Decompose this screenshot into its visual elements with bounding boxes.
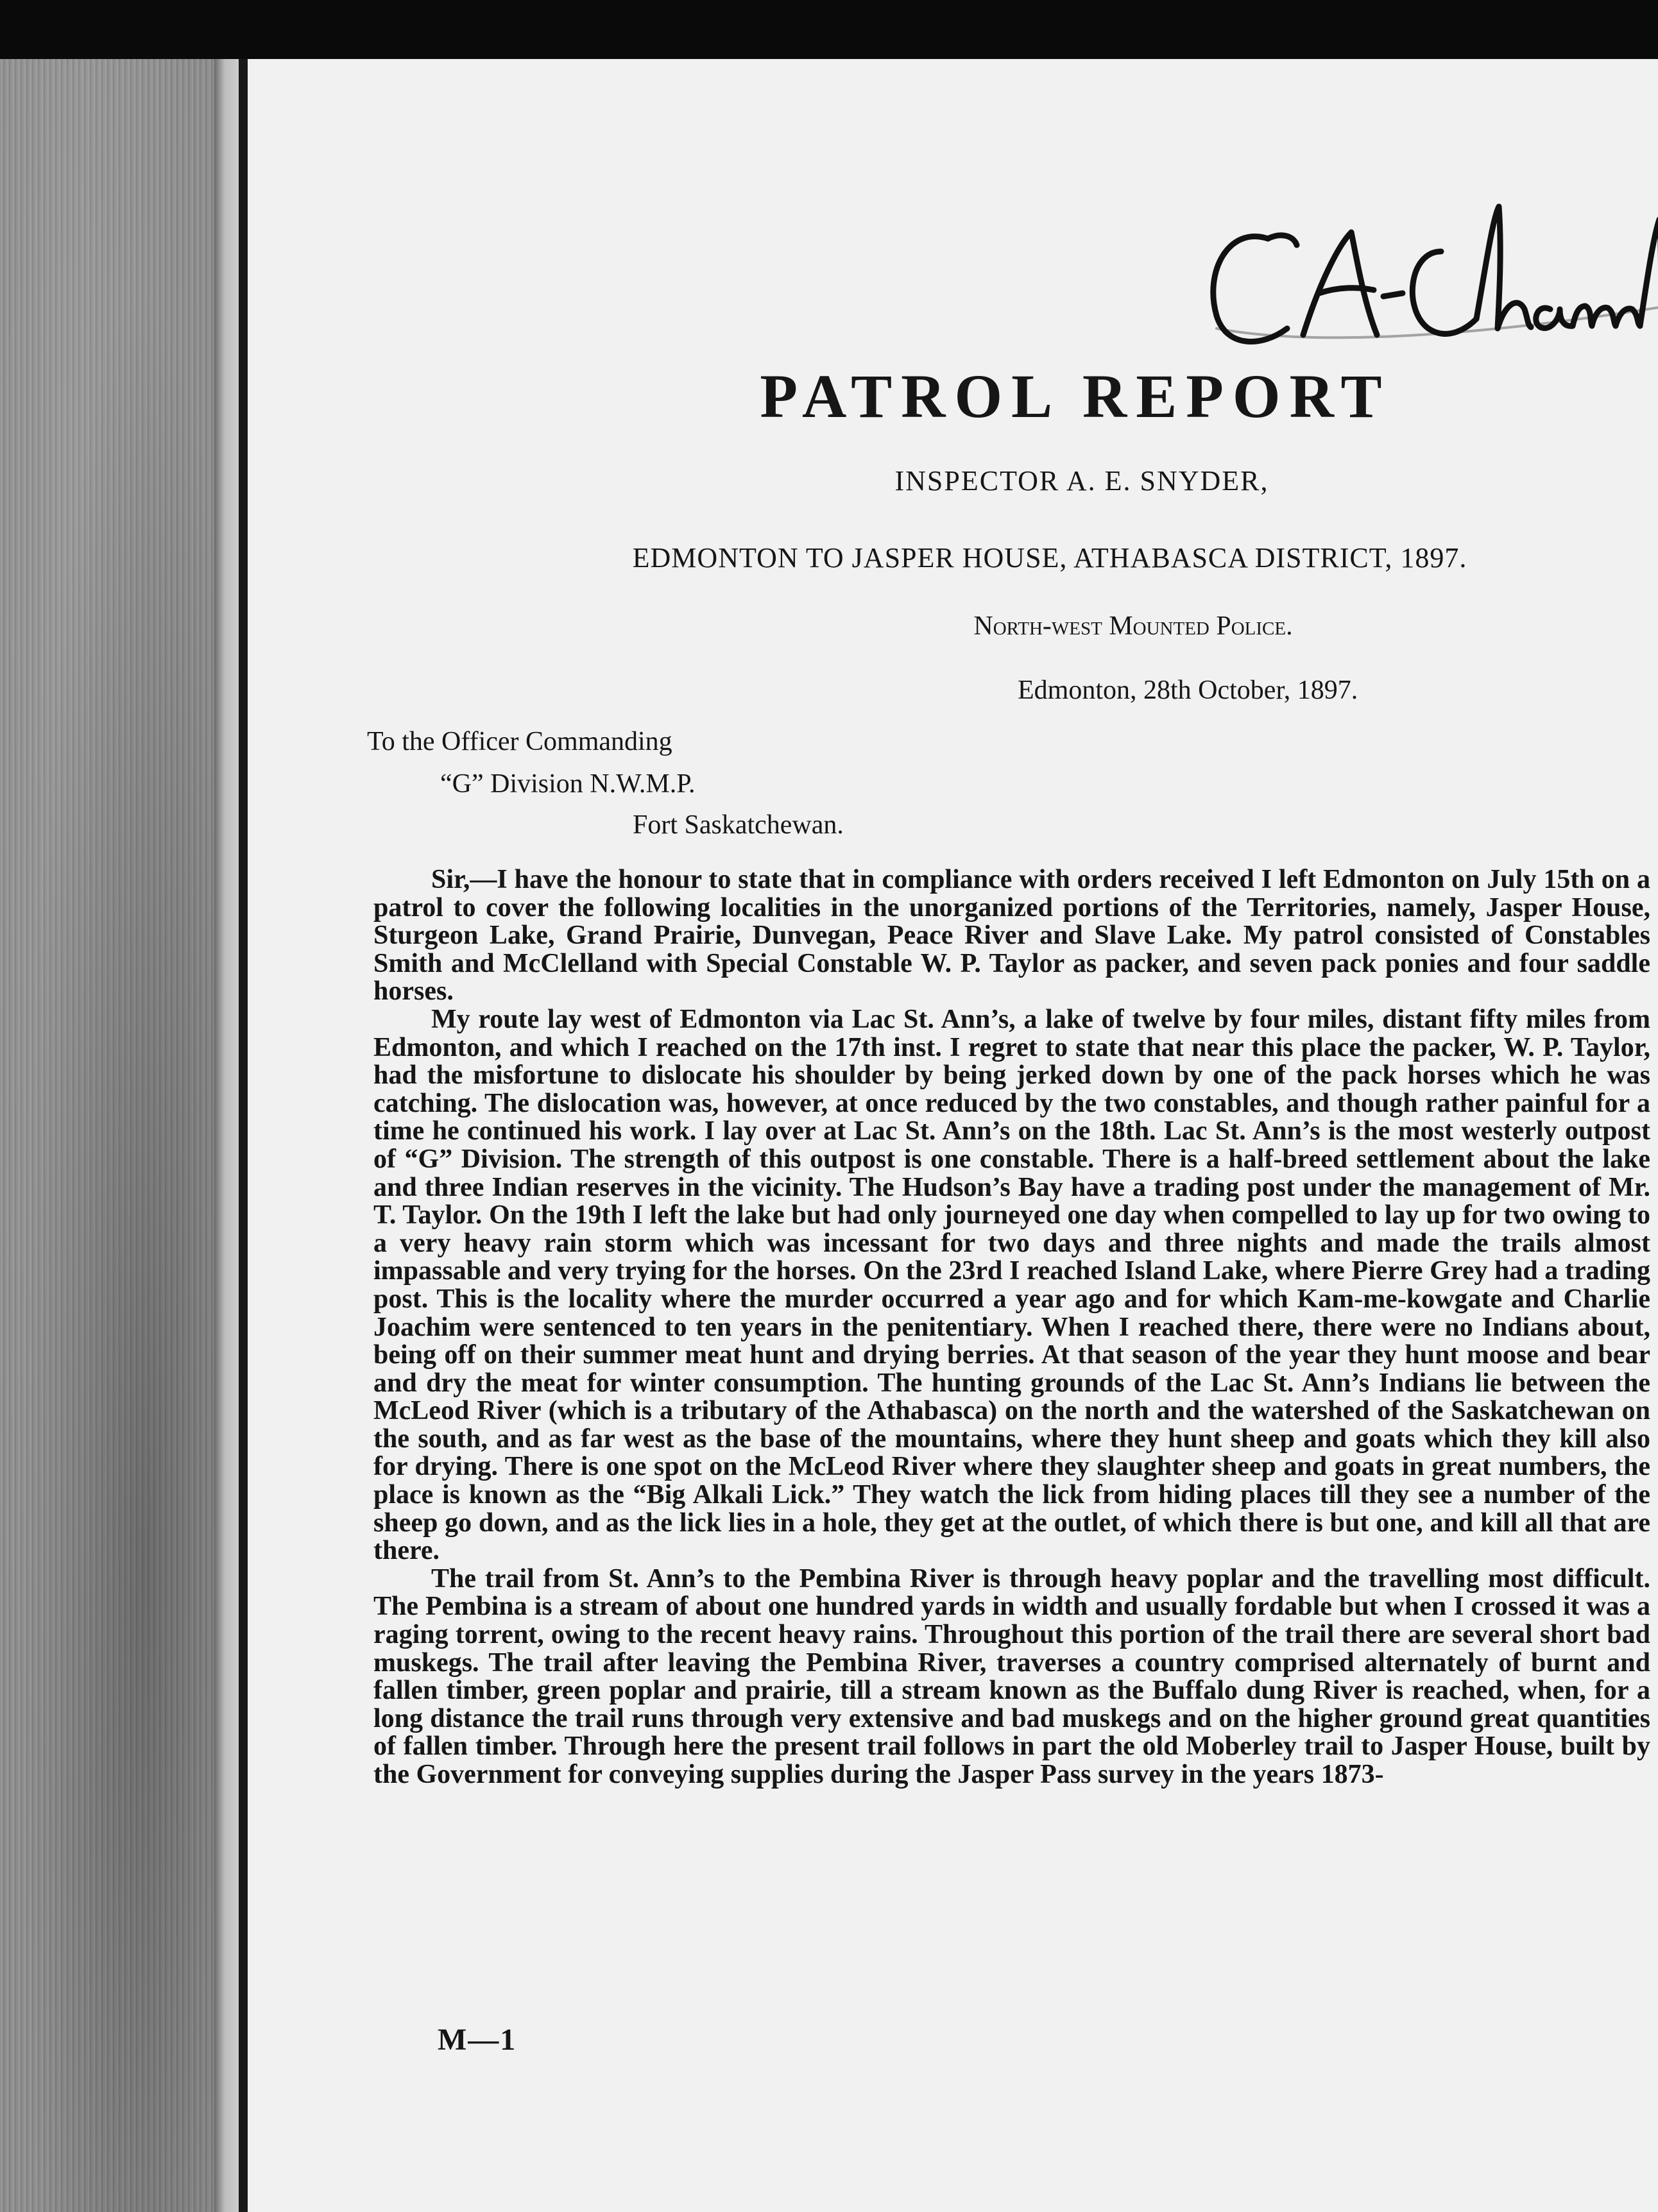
document-title: PATROL REPORT — [760, 362, 1391, 430]
cover-edge — [214, 59, 240, 2212]
dateline: Edmonton, 28th October, 1897. — [1018, 676, 1358, 705]
signature-mark: M—1 — [438, 2023, 517, 2057]
paragraph-3: The trail from St. Ann’s to the Pembina River is through heavy poplar and the travelling most difficult. The Pembina is a stream of about one hundred yards in width and usually fordable but when I crossed it was a raging torrent, owing to the recent heavy rains. Throughout this portion of the trail there are several short bad muskegs. The trail after leaving the Pembina River, traverses a country comprised alternately of burnt and fallen timber, green poplar and prairie, till a stream known as the Buffalo dung River is reached, when, for a long distance the trail runs through very extensive and bad muskegs and on the higher ground great quantities of fallen timber. Through here the present trail follows in part the old Moberley trail to Jasper House, built by the Government for conveying supplies during the Jasper Pass survey in the years 1873- — [373, 1563, 1650, 1789]
book-cover-left — [0, 59, 239, 2212]
address-line-1: To the Officer Commanding — [367, 727, 672, 756]
address-line-2: “G” Division N.W.M.P. — [440, 769, 696, 799]
force-name: North-west Mounted Police. — [973, 611, 1293, 641]
paragraph-1: Sir,—I have the honour to state that in compliance with orders received I left Edmonton on July 15th on a patrol to cover the following localities in the unorganized portions of the Territories, namely, Jasper House, Sturgeon Lake, Grand Prairie, Dunvegan, Peace River and Slave Lake. My patrol consisted of Constables Smith and McClelland with Special Constable W. P. Taylor as packer, and seven pack ponies and four saddle horses. — [373, 865, 1650, 1007]
route-line: EDMONTON TO JASPER HOUSE, ATHABASCA DISTRICT, 1897. — [632, 542, 1467, 574]
handwritten-signature — [1191, 155, 1658, 367]
address-line-3: Fort Saskatchewan. — [633, 810, 844, 840]
report-body — [373, 866, 1650, 1789]
paragraph-2: My route lay west of Edmonton via Lac St. Ann’s, a lake of twelve by four miles, distant fifty miles from Edmonton, and which I reached on the 17th inst. I regret to state that near this place the packer, W. P. Taylor, had the misfortune to dislocate his shoulder by being jerked down by one of the pack horses which he was catching. The dislocation was, however, at once reduced by the two constables, and though rather painful for a time he continued his work. I lay over at Lac St. Ann’s on the 18th. Lac St. Ann’s is the most westerly outpost of “G” Division. The strength of this outpost is one constable. There is a half-breed settlement about the lake and three Indian reserves in the vicinity. The Hudson’s Bay have a trading post under the management of Mr. T. Taylor. On the 19th I left the lake but had only journeyed one day when compelled to lay up for two owing to a very heavy rain storm which was incessant for two days and three nights and made the trails almost impassable and very trying for the horses. On the 23rd I reached Island Lake, where Pierre Grey had a trading post. This is the locality where the murder occurred a year ago and for which Kam-me-kowgate and Charlie Joachim were sentenced to ten years in the penitentiary. When I reached there, there were no Indians about, being off on their summer meat hunt and drying berries. At that season of the year they hunt moose and bear and dry the meat for winter consumption. The hunting grounds of the Lac St. Ann’s Indians lie between the McLeod River (which is a tributary of the Athabasca) on the north and the watershed of the Saskatchewan on the south, and as far west as the base of the mountains, where they hunt sheep and goats which they kill also for drying. There is one spot on the McLeod River where they slaughter sheep and goats in great numbers, the place is known as the “Big Alkali Lick.” They watch the lick from hiding places till they see a number of the sheep go down, and as the lick lies in a hole, they get at the outlet, of which there is but one, and kill all that are there. — [373, 1004, 1650, 1566]
scan-top-border — [0, 0, 1658, 59]
document-page — [248, 59, 1658, 2212]
binding-gutter — [239, 59, 248, 2212]
inspector-line: INSPECTOR A. E. SNYDER, — [894, 465, 1269, 497]
